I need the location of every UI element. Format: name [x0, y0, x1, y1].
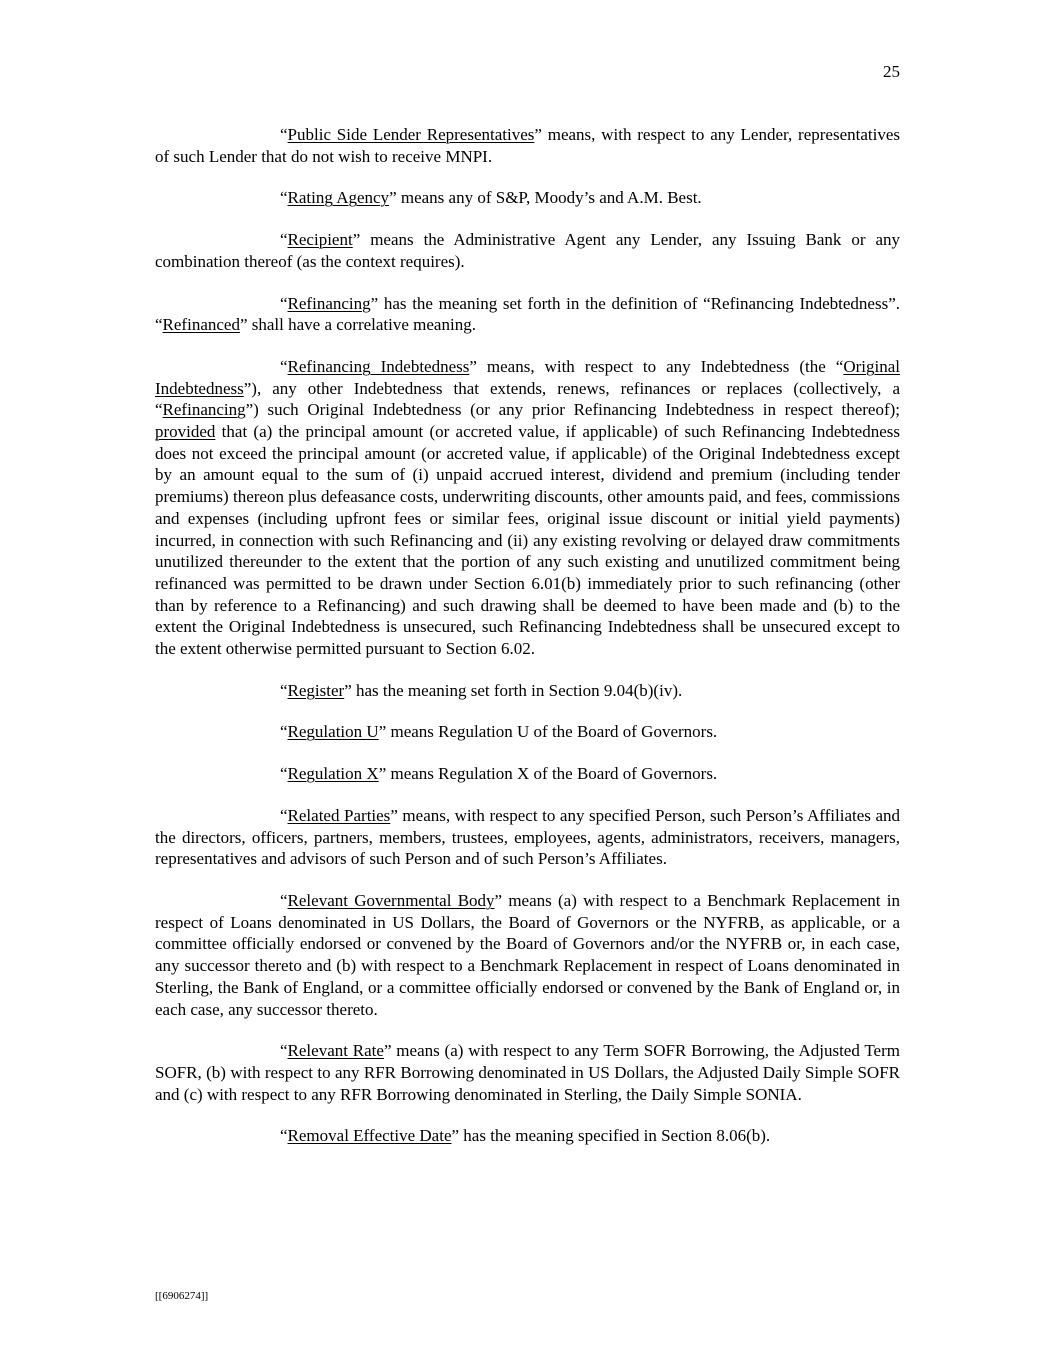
defined-term: Relevant Rate	[287, 1041, 384, 1061]
definition-text: that (a) the principal amount (or accreted value, if applicable) of such Refinancing Indebtedness does not exceed the principal amount (or accreted value, if applicable) of the Original Indebtedness except by an amount equal to the sum of (i) unpaid accrued interest, dividend and premium (including tender premiums) thereon plus defeasance costs, underwriting discounts, other amounts paid, and fees, commissions and expenses (including upfront fees or similar fees, original issue discount or initial yield payments) incurred, in connection with such Refinancing and (ii) any existing revolving or delayed draw commitments unutilized thereunder to the extent that the portion of any such existing and unutilized commitment being refinanced was permitted to be drawn under Section 6.01(b) immediately prior to such refinancing (other than by reference to a Refinancing) and such drawing shall be deemed to have been made and (b) to the extent the Original Indebtedness is unsecured, such Refinancing Indebtedness shall be unsecured except to the extent otherwise permitted pursuant to Section 6.02.	[155, 422, 900, 659]
definition-text: ” has the meaning specified in Section 8.06(b).	[451, 1126, 771, 1146]
defined-term: Register	[287, 680, 345, 700]
definition-text: ” has the meaning set forth in the definition of “Refinancing Indebtedness”. “	[155, 293, 900, 335]
definition-text: “	[280, 722, 288, 742]
definition-text: ” means, with respect to any specified Person, such Person’s Affiliates and the directors, officers, partners, members, trustees, employees, agents, administrators, receivers, managers, representatives and advisors of such Person and of such Person’s Affiliates.	[155, 805, 901, 869]
definition-text: “	[280, 356, 288, 376]
definition-text: “	[280, 125, 288, 144]
definition-text: ” means, with respect to any Indebtedness (the “	[469, 356, 844, 376]
definition-text: “	[280, 1041, 288, 1061]
definition-text: ”), any other Indebtedness that extends, renews, refinances or replaces (collectively, a “	[155, 378, 900, 420]
definition-text: “	[280, 764, 288, 784]
definition-text: “	[280, 890, 288, 910]
definition-text: ” means Regulation U of the Board of Governors.	[378, 722, 718, 742]
definition-text: ” means any of S&P, Moody’s and A.M. Best.	[389, 188, 702, 208]
footer-document-id: [[6906274]]	[155, 1290, 209, 1302]
definition-refinancing-indebtedness	[155, 356, 900, 660]
definition-related-parties	[155, 805, 900, 870]
defined-term: Recipient	[287, 230, 353, 250]
definition-recipient	[155, 229, 900, 272]
definition-text: ” means (a) with respect to a Benchmark Replacement in respect of Loans denominated in US Dollars, the Board of Governors or the NYFRB, as applicable, or a committee officially endorsed or convened by the Board of Governors and/or the NYFRB or, in each case, any successor thereto and (b) with respect to a Benchmark Replacement in respect of Loans denominated in Sterling, the Bank of England, or a committee officially endorsed or convened by the Bank of England or, in each case, any successor thereto.	[155, 890, 900, 1019]
definition-register	[155, 680, 900, 702]
definition-relevant-rate	[155, 1040, 900, 1105]
definition-text: “	[280, 188, 288, 208]
definition-text: “	[280, 230, 288, 250]
definition-text: “	[280, 805, 288, 825]
defined-term: provided	[155, 422, 216, 442]
defined-term: Refinancing	[287, 293, 371, 313]
definition-text: “	[280, 1126, 288, 1146]
defined-term: Refinanced	[162, 315, 240, 335]
defined-term: Regulation U	[287, 722, 379, 742]
defined-term: Related Parties	[287, 805, 391, 825]
definition-public-side-lender-representatives	[155, 124, 900, 167]
definition-text: ” means, with respect to any Lender, representatives of such Lender that do not wish to receive MNPI.	[155, 125, 900, 166]
defined-term: Original Indebtedness	[155, 356, 900, 398]
definitions-list	[155, 124, 900, 1167]
definition-text: ” means (a) with respect to any Term SOFR Borrowing, the Adjusted Term SOFR, (b) with respect to any RFR Borrowing denominated in US Dollars, the Adjusted Daily Simple SOFR and (c) with respect to any RFR Borrowing denominated in Sterling, the Daily Simple SONIA.	[155, 1041, 900, 1104]
defined-term: Removal Effective Date	[287, 1126, 452, 1146]
defined-term: Refinancing Indebtedness	[287, 356, 470, 376]
definition-text: ” means the Administrative Agent any Lender, any Issuing Bank or any combination thereof (as the context requires).	[155, 230, 900, 271]
definition-relevant-governmental-body	[155, 890, 900, 1020]
definition-text: “	[280, 680, 288, 700]
defined-term: Regulation X	[287, 764, 379, 784]
definition-regulation-u	[155, 721, 900, 743]
definition-rating-agency	[155, 187, 900, 209]
page-number: 25	[883, 62, 900, 81]
definition-removal-effective-date	[155, 1125, 900, 1147]
definition-regulation-x	[155, 763, 900, 785]
defined-term: Public Side Lender Representatives	[287, 125, 535, 144]
definition-text: ” shall have a correlative meaning.	[239, 315, 476, 335]
defined-term: Relevant Governmental Body	[287, 890, 495, 910]
definition-text: ” has the meaning set forth in Section 9.04(b)(iv).	[344, 680, 683, 700]
defined-term: Rating Agency	[287, 188, 390, 208]
definition-text: ” means Regulation X of the Board of Governors.	[378, 764, 718, 784]
definition-refinancing	[155, 293, 900, 336]
defined-term: Refinancing	[162, 400, 246, 420]
definition-text: “	[280, 293, 288, 313]
definition-text: ”) such Original Indebtedness (or any prior Refinancing Indebtedness in respect thereof);	[245, 400, 900, 420]
